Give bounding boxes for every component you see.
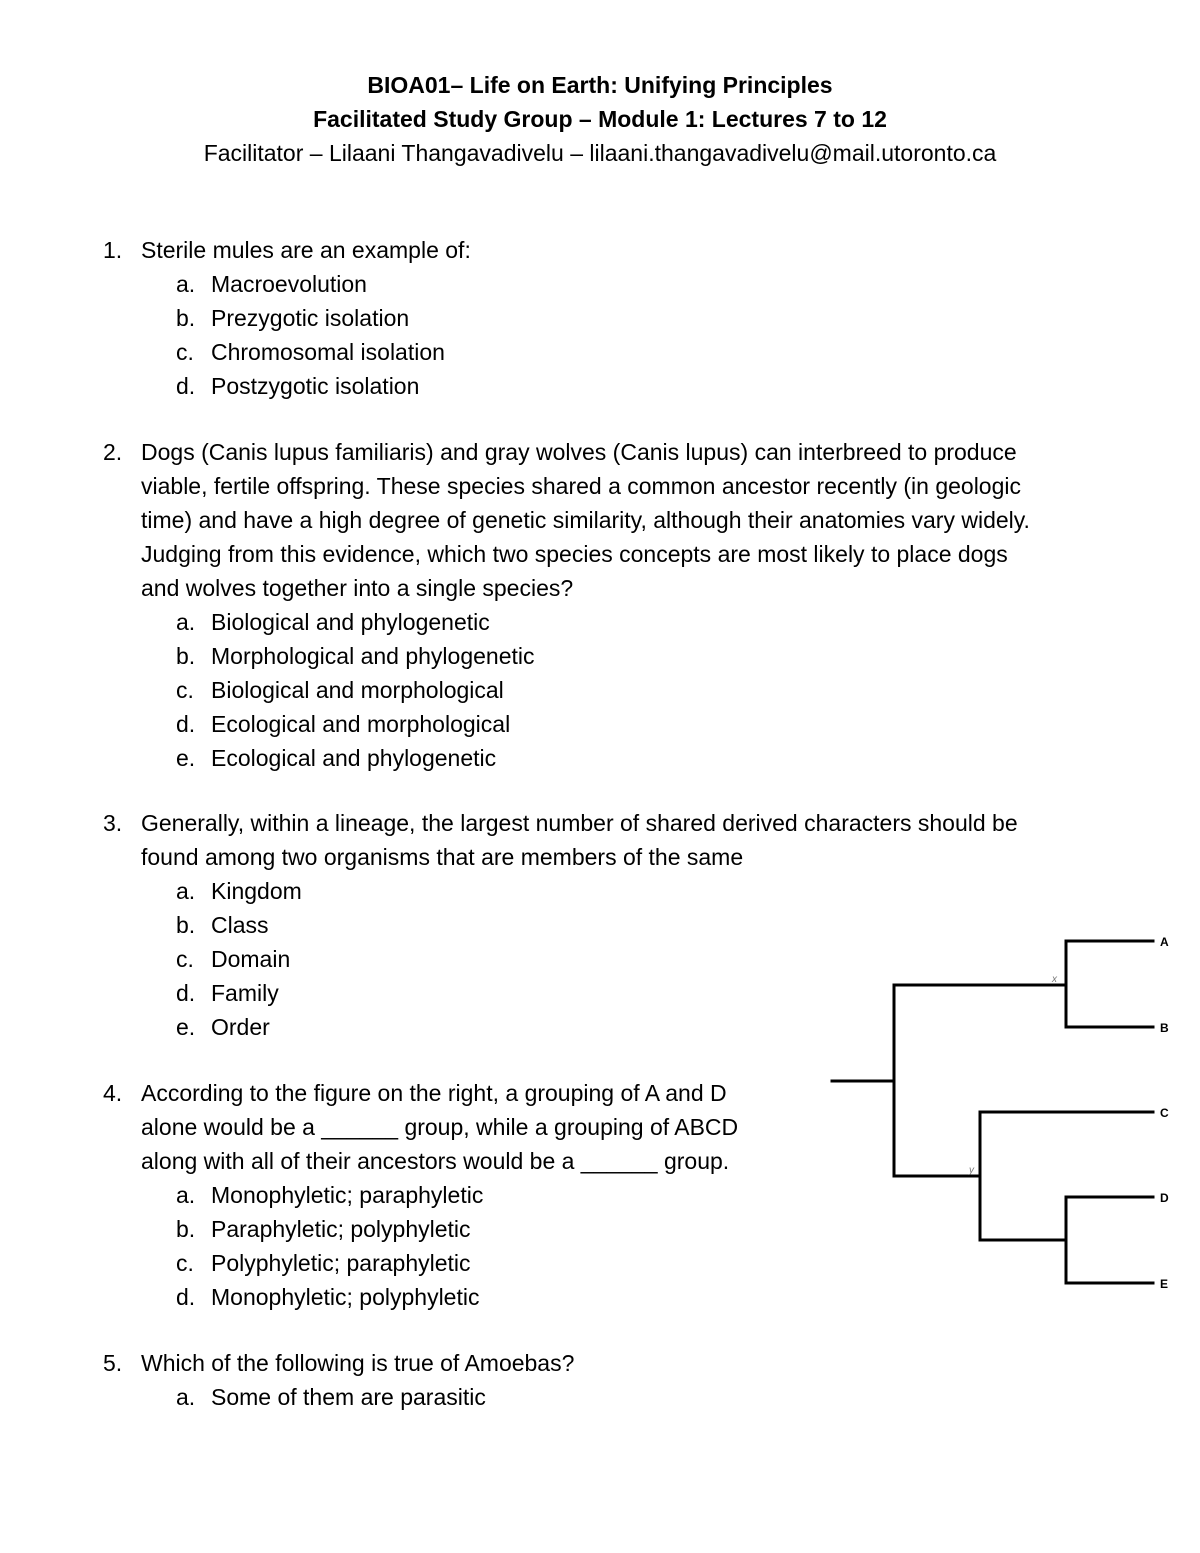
option-text: Biological and morphological [211, 677, 504, 703]
option-text: Monophyletic; paraphyletic [211, 1182, 484, 1208]
question-text-line: Sterile mules are an example of: [141, 237, 471, 263]
answer-option [176, 1246, 738, 1280]
session-title: Facilitated Study Group – Module 1: Lectures 7 to 12 [313, 106, 887, 132]
answer-option [176, 707, 1030, 741]
option-letter: b. [176, 305, 196, 331]
option-letter: d. [176, 711, 196, 737]
option-text: Postzygotic isolation [211, 373, 420, 399]
node-label-y: y [969, 1165, 974, 1176]
course-title: BIOA01– Life on Earth: Unifying Principles [367, 72, 833, 98]
option-letter: a. [176, 1182, 196, 1208]
answer-option [176, 639, 1030, 673]
answer-option [176, 1280, 738, 1314]
option-letter: e. [176, 745, 196, 771]
option-letter: c. [176, 677, 194, 703]
question-number: 3. [103, 810, 123, 836]
option-letter: d. [176, 373, 196, 399]
answer-option [176, 301, 471, 335]
question-text-line: Dogs (Canis lupus familiaris) and gray wolves (Canis lupus) can interbreed to produce [141, 439, 1017, 465]
option-text: Prezygotic isolation [211, 305, 410, 331]
tip-label-a: A [1160, 935, 1169, 949]
answer-option [176, 874, 1018, 908]
option-letter: d. [176, 1284, 196, 1310]
option-letter: a. [176, 609, 196, 635]
tip-label-c: C [1160, 1106, 1169, 1120]
answer-option [176, 1178, 738, 1212]
question-4 [103, 1076, 738, 1314]
question-number: 4. [103, 1080, 123, 1106]
option-text: Polyphyletic; paraphyletic [211, 1250, 471, 1276]
option-letter: b. [176, 1216, 196, 1242]
answer-option [176, 605, 1030, 639]
answer-option [176, 369, 471, 403]
question-2 [103, 435, 1030, 775]
question-text-line: According to the figure on the right, a grouping of A and D [141, 1080, 727, 1106]
option-letter: c. [176, 1250, 194, 1276]
document-header [0, 68, 1200, 170]
option-letter: b. [176, 643, 196, 669]
option-text: Order [211, 1014, 270, 1040]
option-text: Kingdom [211, 878, 302, 904]
tip-label-e: E [1160, 1277, 1169, 1291]
option-letter: c. [176, 946, 194, 972]
option-letter: a. [176, 1384, 196, 1410]
answer-option [176, 1212, 738, 1246]
option-letter: a. [176, 271, 196, 297]
question-text-line: Judging from this evidence, which two species concepts are most likely to place dogs [141, 541, 1008, 567]
option-text: Family [211, 980, 279, 1006]
question-text-line: Generally, within a lineage, the largest number of shared derived characters should be [141, 810, 1018, 836]
question-text-line: alone would be a ______ group, while a grouping of ABCD [141, 1114, 739, 1140]
question-number: 5. [103, 1350, 123, 1376]
option-text: Ecological and phylogenetic [211, 745, 497, 771]
option-text: Morphological and phylogenetic [211, 643, 535, 669]
answer-option [176, 1380, 574, 1414]
question-number: 2. [103, 439, 123, 465]
tip-label-d: D [1160, 1191, 1169, 1205]
answer-option [176, 267, 471, 301]
question-text-line: Which of the following is true of Amoebas? [141, 1350, 575, 1376]
option-text: Class [211, 912, 269, 938]
option-text: Monophyletic; polyphyletic [211, 1284, 480, 1310]
option-text: Chromosomal isolation [211, 339, 445, 365]
option-letter: a. [176, 878, 196, 904]
question-text-line: time) and have a high degree of genetic similarity, although their anatomies vary widely. [141, 507, 1030, 533]
question-text-line: viable, fertile offspring. These species shared a common ancestor recently (in geologic [141, 473, 1021, 499]
answer-option [176, 741, 1030, 775]
tip-label-b: B [1160, 1021, 1169, 1035]
question-text-line: along with all of their ancestors would be a ______ group. [141, 1148, 730, 1174]
question-text-line: and wolves together into a single species? [141, 575, 574, 601]
facilitator-line: Facilitator – Lilaani Thangavadivelu – lilaani.thangavadivelu@mail.utoronto.ca [203, 140, 997, 166]
option-letter: d. [176, 980, 196, 1006]
option-text: Domain [211, 946, 291, 972]
option-text: Biological and phylogenetic [211, 609, 490, 635]
question-1 [103, 233, 471, 403]
node-label-x: x [1052, 974, 1057, 985]
option-text: Some of them are parasitic [211, 1384, 486, 1410]
option-text: Macroevolution [211, 271, 367, 297]
option-text: Ecological and morphological [211, 711, 511, 737]
option-letter: e. [176, 1014, 196, 1040]
answer-option [176, 673, 1030, 707]
option-text: Paraphyletic; polyphyletic [211, 1216, 471, 1242]
option-letter: b. [176, 912, 196, 938]
question-number: 1. [103, 237, 123, 263]
answer-option [176, 335, 471, 369]
question-text-line: found among two organisms that are members of the same [141, 844, 744, 870]
phylogenetic-tree [828, 930, 1180, 1300]
question-5 [103, 1346, 574, 1414]
option-letter: c. [176, 339, 194, 365]
